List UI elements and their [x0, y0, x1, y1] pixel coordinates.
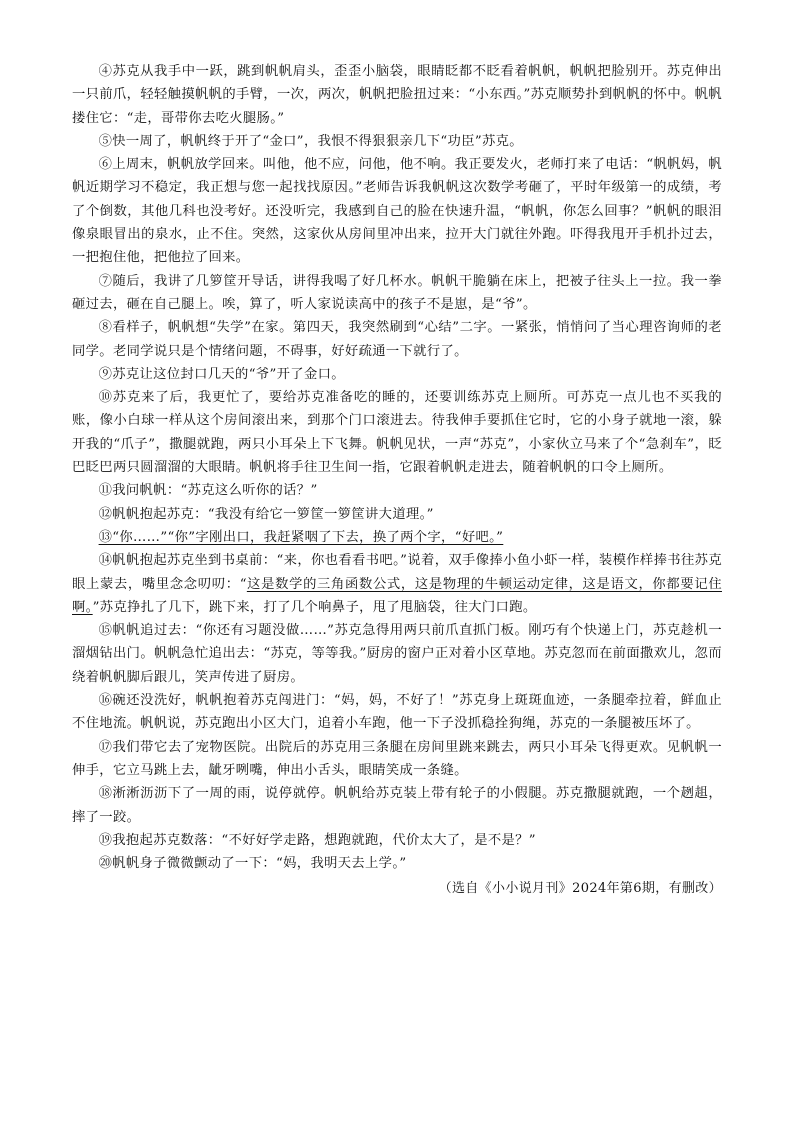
- story-text: [72, 60, 722, 900]
- paragraph-7: ⑦随后，我讲了几箩筐开导话，讲得我喝了好几杯水。帆帆干脆躺在床上，把被子往头上一拉。我一拳砸过去，砸在自己腿上。唉，算了，听人家说读高中的孩子不是崽，是“爷”。: [72, 273, 722, 312]
- paragraph-5: ⑤快一周了，帆帆终于开了“金口”，我恨不得狠狠亲几下“功臣”苏克。: [98, 133, 523, 149]
- paragraph-10: ⑩苏克来了后，我更忙了，要给苏克准备吃的睡的，还要训练苏克上厕所。可苏克一点儿也不买我的账，像小白球一样从这个房间滚出来，到那个门口滚进去。待我伸手要抓住它时，它的小身子就地一滚，躲开我的“爪子”，撒腿就跑，两只小耳朵上下飞舞。帆帆见状，一声“苏克”，小家伙立马来了个“急刹车”，眨巴眨巴两只圆溜溜的大眼睛。帆帆将手往卫生间一指，它跟着帆帆走进去，随着帆帆的口令上厕所。: [72, 390, 722, 476]
- paragraph-20: ⑳帆帆身子微微颤动了一下：“妈，我明天去上学。”: [98, 856, 407, 872]
- paragraph-18: ⑱淅淅沥沥下了一周的雨，说停就停。帆帆给苏克装上带有轮子的小假腿。苏克撒腿就跑，一个趔趄，摔了一跤。: [72, 786, 722, 825]
- paragraph-4: ④苏克从我手中一跃，跳到帆帆肩头，歪歪小脑袋，眼睛眨都不眨看着帆帆，帆帆把脸别开。苏克伸出一只前爪，轻轻触摸帆帆的手臂，一次，两次，帆帆把脸扭过来：“小东西。”苏克顺势扑到帆帆的怀中。帆帆搂住它：“走，哥带你去吃火腿肠。”: [72, 64, 722, 126]
- paragraph-14-part-3: ”苏克挣扎了几下，跳下来，打了几个响鼻子，甩了甩脑袋，往大门口跑。: [92, 599, 537, 615]
- paragraph-14: [72, 549, 722, 619]
- paragraph-12: ⑫帆帆抱起苏克：“我没有给它一箩筐一箩筐讲大道理。”: [98, 506, 434, 522]
- paragraph-17: ⑰我们带它去了宠物医院。出院后的苏克用三条腿在房间里跳来跳去，两只小耳朵飞得更欢。见帆帆一伸手，它立马跳上去，龇牙咧嘴，伸出小舌头，眼睛笑成一条缝。: [72, 739, 722, 778]
- paragraph-16: ⑯碗还没洗好，帆帆抱着苏克闯进门：“妈，妈，不好了！”苏克身上斑斑血迹，一条腿牵拉着，鲜血止不住地流。帆帆说，苏克跑出小区大门，追着小车跑，他一下子没抓稳拴狗绳，苏克的一条腿被压坏了。: [72, 693, 722, 732]
- source-citation: （选自《小小说月刊》2024年第6期，有删改）: [438, 881, 722, 897]
- paragraph-15: ⑮帆帆追过去：“你还有习题没做……”苏克急得用两只前爪直抓门板。刚巧有个快递上门，苏克趁机一溜烟钻出门。帆帆急忙追出去：“苏克，等等我。”厨房的窗户正对着小区草地。苏克忽而在前面撒欢儿，忽而绕着帆帆脚后跟儿，笑声传进了厨房。: [72, 623, 722, 685]
- paragraph-9: ⑨苏克让这位封口几天的“爷”开了金口。: [98, 366, 345, 382]
- underlined-sentence: ⑬“你……”“你”字刚出口，我赶紧咽了下去，换了两个字，“好吧。”: [98, 529, 504, 545]
- paragraph-13: [72, 526, 722, 549]
- underlined-sentence: 这是数学的三角函数公式，这是物理的牛顿运动定律，这是语文，你都要记住啊。: [72, 576, 722, 615]
- paragraph-11: ⑪我问帆帆：“苏克这么听你的话？”: [98, 483, 318, 499]
- paragraph-6: ⑥上周末，帆帆放学回来。叫他，他不应，问他，他不响。我正要发火，老师打来了电话：“帆帆妈，帆帆近期学习不稳定，我正想与您一起找找原因。”老师告诉我帆帆这次数学考砸了，平时年级第一的成绩，考了个倒数，其他几科也没考好。还没听完，我感到自己的脸在快速升温，“帆帆，你怎么回事？”帆帆的眼泪像泉眼冒出的泉水，止不住。突然，这家伙从房间里冲出来，拉开大门就往外跑。吓得我甩开手机扑过去，一把抱住他，把他拉了回来。: [72, 157, 722, 266]
- paragraph-14-part-1: ⑭帆帆抱起苏克坐到书桌前：“来，你也看看书吧。”说着，双手像捧小鱼小虾一样，装模作样捧书往苏克眼上蒙去，嘴里念念叨叨：“: [72, 553, 722, 592]
- paragraph-19: ⑲我抱起苏克数落：“不好好学走路，想跑就跑，代价太大了，是不是？”: [98, 832, 536, 848]
- paragraph-8: ⑧看样子，帆帆想“失学”在家。第四天，我突然刷到“心结”二字。一紧张，悄悄问了当心理咨询师的老同学。老同学说只是个情绪问题，不碍事，好好疏通一下就行了。: [72, 320, 722, 359]
